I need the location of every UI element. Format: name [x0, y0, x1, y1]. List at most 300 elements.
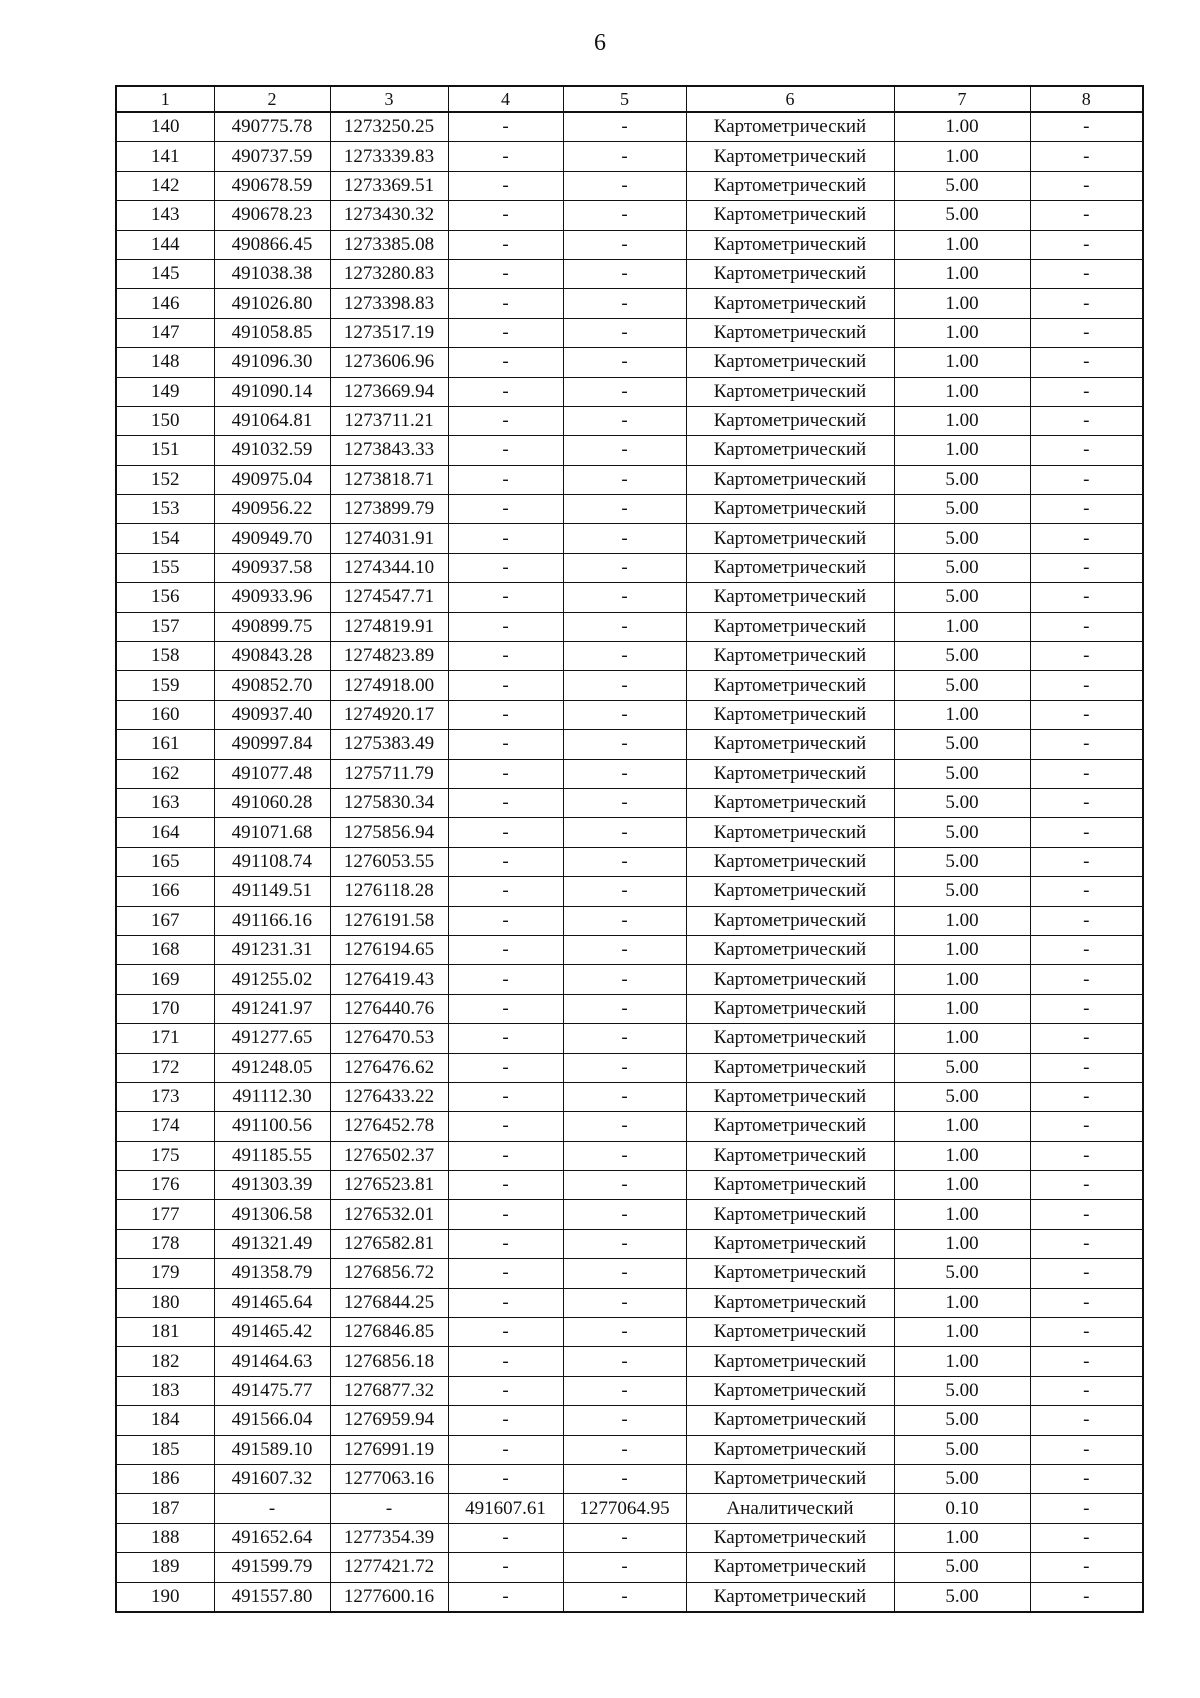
table-cell: - — [448, 201, 563, 230]
table-row — [116, 230, 1143, 259]
table-row — [116, 377, 1143, 406]
table-cell: - — [1030, 700, 1143, 729]
table-row — [116, 1171, 1143, 1200]
table-cell: - — [1030, 1288, 1143, 1317]
table-cell: Картометрический — [686, 877, 894, 906]
table-cell: - — [1030, 318, 1143, 347]
table-cell: Картометрический — [686, 1435, 894, 1464]
table-cell: - — [448, 1523, 563, 1552]
table-cell: - — [448, 1318, 563, 1347]
table-row — [116, 700, 1143, 729]
table-cell: 177 — [116, 1200, 214, 1229]
table-cell: 491475.77 — [214, 1376, 330, 1405]
table-cell: - — [1030, 1171, 1143, 1200]
table-cell: - — [1030, 965, 1143, 994]
table-cell: - — [448, 495, 563, 524]
table-cell: 148 — [116, 348, 214, 377]
table-cell: - — [448, 1376, 563, 1405]
table-cell: - — [448, 553, 563, 582]
table-cell: - — [1030, 1464, 1143, 1493]
table-cell: - — [563, 847, 686, 876]
table-cell: 1.00 — [894, 1112, 1030, 1141]
table-cell: 1276419.43 — [330, 965, 448, 994]
table-cell: 1.00 — [894, 289, 1030, 318]
table-cell: 190 — [116, 1582, 214, 1612]
table-cell: 490852.70 — [214, 671, 330, 700]
table-cell: 491166.16 — [214, 906, 330, 935]
table-cell: 188 — [116, 1523, 214, 1552]
table-body — [116, 112, 1143, 1612]
table-row — [116, 142, 1143, 171]
table-cell: 5.00 — [894, 1582, 1030, 1612]
table-cell: 491241.97 — [214, 994, 330, 1023]
table-cell: - — [1030, 671, 1143, 700]
table-cell: - — [448, 906, 563, 935]
table-cell: 1274920.17 — [330, 700, 448, 729]
table-cell: 1274918.00 — [330, 671, 448, 700]
table-cell: 1273711.21 — [330, 406, 448, 435]
table-cell: Картометрический — [686, 1318, 894, 1347]
table-cell: 168 — [116, 935, 214, 964]
table-cell: 5.00 — [894, 847, 1030, 876]
table-cell: 180 — [116, 1288, 214, 1317]
table-cell: 1273369.51 — [330, 171, 448, 200]
table-cell: Картометрический — [686, 1024, 894, 1053]
table-row — [116, 759, 1143, 788]
table-cell: 5.00 — [894, 671, 1030, 700]
table-cell: 491100.56 — [214, 1112, 330, 1141]
table-cell: 490956.22 — [214, 495, 330, 524]
table-cell: - — [448, 1288, 563, 1317]
table-cell: 491557.80 — [214, 1582, 330, 1612]
table-cell: - — [563, 1582, 686, 1612]
table-cell: - — [448, 1347, 563, 1376]
table-cell: Картометрический — [686, 436, 894, 465]
table-cell: Картометрический — [686, 201, 894, 230]
table-cell: 1276582.81 — [330, 1229, 448, 1258]
table-cell: Картометрический — [686, 1523, 894, 1552]
table-cell: 1.00 — [894, 1347, 1030, 1376]
table-cell: - — [1030, 730, 1143, 759]
table-cell: - — [1030, 259, 1143, 288]
table-cell: Картометрический — [686, 406, 894, 435]
table-row — [116, 112, 1143, 142]
table-cell: - — [563, 1053, 686, 1082]
table-cell: - — [1030, 1200, 1143, 1229]
column-header: 4 — [448, 86, 563, 112]
table-cell: 153 — [116, 495, 214, 524]
table-cell: 1273430.32 — [330, 201, 448, 230]
table-cell: Картометрический — [686, 171, 894, 200]
table-cell: - — [563, 818, 686, 847]
table-cell: - — [448, 348, 563, 377]
table-cell: 151 — [116, 436, 214, 465]
table-cell: 1.00 — [894, 935, 1030, 964]
table-cell: - — [448, 877, 563, 906]
table-cell: - — [563, 142, 686, 171]
table-cell: 160 — [116, 700, 214, 729]
table-cell: - — [448, 406, 563, 435]
table-cell: - — [563, 1112, 686, 1141]
table-cell: - — [1030, 818, 1143, 847]
table-cell: - — [448, 318, 563, 347]
table-cell: - — [563, 1318, 686, 1347]
table-cell: 1276194.65 — [330, 935, 448, 964]
table-cell: 164 — [116, 818, 214, 847]
table-cell: - — [563, 495, 686, 524]
table-cell: 5.00 — [894, 171, 1030, 200]
table-cell: 173 — [116, 1082, 214, 1111]
table-row — [116, 495, 1143, 524]
table-row — [116, 1082, 1143, 1111]
table-cell: 491306.58 — [214, 1200, 330, 1229]
table-cell: - — [563, 1376, 686, 1405]
table-cell: - — [448, 847, 563, 876]
table-cell: 1276053.55 — [330, 847, 448, 876]
table-cell: Картометрический — [686, 788, 894, 817]
table-row — [116, 1376, 1143, 1405]
table-cell: - — [448, 1406, 563, 1435]
table-cell: 491077.48 — [214, 759, 330, 788]
table-cell: - — [563, 877, 686, 906]
table-cell: - — [448, 583, 563, 612]
table-cell: - — [563, 1024, 686, 1053]
table-cell: 490997.84 — [214, 730, 330, 759]
table-cell: 163 — [116, 788, 214, 817]
table-cell: 491060.28 — [214, 788, 330, 817]
table-row — [116, 1347, 1143, 1376]
table-cell: - — [214, 1494, 330, 1523]
table-cell: - — [1030, 465, 1143, 494]
table-row — [116, 847, 1143, 876]
table-cell: 491112.30 — [214, 1082, 330, 1111]
table-cell: Картометрический — [686, 377, 894, 406]
table-cell: - — [1030, 495, 1143, 524]
table-cell: - — [563, 994, 686, 1023]
table-cell: 1276191.58 — [330, 906, 448, 935]
table-cell: 1274031.91 — [330, 524, 448, 553]
table-cell: - — [448, 377, 563, 406]
table-cell: 154 — [116, 524, 214, 553]
table-cell: - — [563, 259, 686, 288]
table-cell: 5.00 — [894, 553, 1030, 582]
table-cell: 5.00 — [894, 877, 1030, 906]
table-row — [116, 1053, 1143, 1082]
table-cell: - — [563, 935, 686, 964]
table-cell: - — [448, 1464, 563, 1493]
table-cell: 491652.64 — [214, 1523, 330, 1552]
table-cell: - — [1030, 1435, 1143, 1464]
table-row — [116, 318, 1143, 347]
table-cell: 1276523.81 — [330, 1171, 448, 1200]
table-cell: - — [448, 524, 563, 553]
table-row — [116, 730, 1143, 759]
table-cell: 157 — [116, 612, 214, 641]
table-cell: Картометрический — [686, 1112, 894, 1141]
table-cell: - — [563, 759, 686, 788]
table-cell: 1.00 — [894, 1141, 1030, 1170]
table-cell: Картометрический — [686, 965, 894, 994]
table-cell: 1.00 — [894, 1200, 1030, 1229]
column-header: 6 — [686, 86, 894, 112]
table-cell: Картометрический — [686, 994, 894, 1023]
table-cell: Картометрический — [686, 1406, 894, 1435]
table-cell: - — [563, 730, 686, 759]
table-cell: 1275383.49 — [330, 730, 448, 759]
table-cell: - — [1030, 1523, 1143, 1552]
table-row — [116, 788, 1143, 817]
table-cell: - — [1030, 612, 1143, 641]
table-cell: 174 — [116, 1112, 214, 1141]
table-cell: 1273398.83 — [330, 289, 448, 318]
table-cell: 1.00 — [894, 906, 1030, 935]
table-cell: 5.00 — [894, 759, 1030, 788]
table-row — [116, 1229, 1143, 1258]
table-cell: - — [448, 700, 563, 729]
table-cell: - — [563, 377, 686, 406]
table-cell: 1276470.53 — [330, 1024, 448, 1053]
table-cell: 146 — [116, 289, 214, 318]
table-header-row — [116, 86, 1143, 112]
table-cell: 491149.51 — [214, 877, 330, 906]
table-cell: 491465.64 — [214, 1288, 330, 1317]
table-cell: 1276991.19 — [330, 1435, 448, 1464]
table-cell: 1276877.32 — [330, 1376, 448, 1405]
table-cell: 1277063.16 — [330, 1464, 448, 1493]
table-cell: - — [563, 642, 686, 671]
table-cell: Картометрический — [686, 818, 894, 847]
table-cell: - — [563, 436, 686, 465]
table-cell: 1.00 — [894, 1288, 1030, 1317]
table-cell: - — [563, 671, 686, 700]
table-cell: 491277.65 — [214, 1024, 330, 1053]
table-cell: 150 — [116, 406, 214, 435]
table-cell: - — [1030, 1376, 1143, 1405]
table-cell: 169 — [116, 965, 214, 994]
table-cell: Картометрический — [686, 906, 894, 935]
table-cell: 491607.61 — [448, 1494, 563, 1523]
table-cell: - — [1030, 1141, 1143, 1170]
table-cell: 490975.04 — [214, 465, 330, 494]
table-cell: - — [563, 583, 686, 612]
table-cell: 1.00 — [894, 1229, 1030, 1258]
table-cell: 1273899.79 — [330, 495, 448, 524]
table-cell: - — [563, 1464, 686, 1493]
table-cell: - — [448, 171, 563, 200]
table-cell: - — [563, 1406, 686, 1435]
table-cell: 1276959.94 — [330, 1406, 448, 1435]
table-cell: - — [563, 1347, 686, 1376]
table-cell: 1276452.78 — [330, 1112, 448, 1141]
table-cell: 179 — [116, 1259, 214, 1288]
table-row — [116, 994, 1143, 1023]
table-cell: - — [448, 112, 563, 142]
table-cell: Картометрический — [686, 583, 894, 612]
table-cell: 490678.23 — [214, 201, 330, 230]
table-cell: - — [448, 730, 563, 759]
table-cell: - — [563, 1435, 686, 1464]
table-cell: 1.00 — [894, 377, 1030, 406]
table-cell: 1273385.08 — [330, 230, 448, 259]
table-cell: - — [1030, 553, 1143, 582]
table-cell: Картометрический — [686, 289, 894, 318]
table-cell: 1273250.25 — [330, 112, 448, 142]
table-cell: - — [448, 1053, 563, 1082]
table-cell: - — [563, 348, 686, 377]
table-row — [116, 1464, 1143, 1493]
table-row — [116, 436, 1143, 465]
table-cell: - — [563, 201, 686, 230]
table-cell: 1276846.85 — [330, 1318, 448, 1347]
table-cell: - — [1030, 1318, 1143, 1347]
table-row — [116, 1523, 1143, 1552]
column-header: 3 — [330, 86, 448, 112]
table-cell: 5.00 — [894, 818, 1030, 847]
table-cell: - — [448, 612, 563, 641]
table-cell: - — [563, 406, 686, 435]
table-cell: - — [448, 759, 563, 788]
table-cell: 142 — [116, 171, 214, 200]
table-cell: 171 — [116, 1024, 214, 1053]
table-cell: - — [1030, 847, 1143, 876]
table-cell: Картометрический — [686, 1053, 894, 1082]
table-cell: 143 — [116, 201, 214, 230]
table-cell: - — [448, 436, 563, 465]
table-cell: - — [563, 788, 686, 817]
table-cell: 0.10 — [894, 1494, 1030, 1523]
table-cell: 170 — [116, 994, 214, 1023]
table-row — [116, 935, 1143, 964]
table-cell: - — [1030, 1347, 1143, 1376]
table-cell: - — [448, 1112, 563, 1141]
table-row — [116, 906, 1143, 935]
table-cell: 184 — [116, 1406, 214, 1435]
table-cell: - — [563, 171, 686, 200]
table-cell: 491255.02 — [214, 965, 330, 994]
table-cell: - — [448, 1171, 563, 1200]
table-cell: - — [448, 965, 563, 994]
table-cell: 149 — [116, 377, 214, 406]
table-cell: - — [448, 818, 563, 847]
table-cell: 491589.10 — [214, 1435, 330, 1464]
table-row — [116, 1553, 1143, 1582]
table-cell: 1275830.34 — [330, 788, 448, 817]
table-cell: 491248.05 — [214, 1053, 330, 1082]
table-cell: - — [1030, 201, 1143, 230]
table-cell: Картометрический — [686, 1582, 894, 1612]
table-cell: 1274344.10 — [330, 553, 448, 582]
table-cell: Картометрический — [686, 112, 894, 142]
table-cell: - — [1030, 1053, 1143, 1082]
table-row — [116, 1112, 1143, 1141]
table-cell: 165 — [116, 847, 214, 876]
table-cell: 5.00 — [894, 583, 1030, 612]
table-cell: 1.00 — [894, 965, 1030, 994]
column-header: 2 — [214, 86, 330, 112]
table-cell: Картометрический — [686, 1200, 894, 1229]
table-cell: 490843.28 — [214, 642, 330, 671]
table-cell: - — [1030, 1553, 1143, 1582]
table-cell: Картометрический — [686, 1171, 894, 1200]
table-cell: - — [448, 1259, 563, 1288]
table-cell: 166 — [116, 877, 214, 906]
table-cell: 491185.55 — [214, 1141, 330, 1170]
table-cell: 1273818.71 — [330, 465, 448, 494]
table-cell: Картометрический — [686, 612, 894, 641]
table-cell: Картометрический — [686, 142, 894, 171]
table-cell: - — [1030, 1024, 1143, 1053]
table-row — [116, 524, 1143, 553]
table-cell: - — [1030, 406, 1143, 435]
table-cell: 178 — [116, 1229, 214, 1258]
table-cell: 1276844.25 — [330, 1288, 448, 1317]
table-cell: Картометрический — [686, 1229, 894, 1258]
table-cell: 181 — [116, 1318, 214, 1347]
table-cell: 491058.85 — [214, 318, 330, 347]
table-cell: 1273843.33 — [330, 436, 448, 465]
table-cell: 176 — [116, 1171, 214, 1200]
table-cell: 1.00 — [894, 612, 1030, 641]
table-cell: 182 — [116, 1347, 214, 1376]
table-cell: 1.00 — [894, 348, 1030, 377]
table-cell: - — [330, 1494, 448, 1523]
table-cell: 5.00 — [894, 1259, 1030, 1288]
table-cell: 147 — [116, 318, 214, 347]
table-cell: 186 — [116, 1464, 214, 1493]
table-cell: 1276502.37 — [330, 1141, 448, 1170]
table-cell: - — [1030, 289, 1143, 318]
table-cell: 1.00 — [894, 318, 1030, 347]
table-row — [116, 1582, 1143, 1612]
table-cell: 490937.40 — [214, 700, 330, 729]
table-cell: 1.00 — [894, 1318, 1030, 1347]
table-cell: 158 — [116, 642, 214, 671]
table-row — [116, 406, 1143, 435]
table-cell: 491599.79 — [214, 1553, 330, 1582]
table-cell: 141 — [116, 142, 214, 171]
table-row — [116, 1494, 1143, 1523]
table-cell: Картометрический — [686, 1082, 894, 1111]
table-cell: Картометрический — [686, 524, 894, 553]
page-number: 6 — [594, 30, 606, 56]
table-cell: 175 — [116, 1141, 214, 1170]
table-cell: 5.00 — [894, 201, 1030, 230]
table-cell: - — [1030, 171, 1143, 200]
table-cell: - — [563, 700, 686, 729]
table-cell: 1.00 — [894, 1523, 1030, 1552]
table-cell: - — [1030, 348, 1143, 377]
table-cell: 1276440.76 — [330, 994, 448, 1023]
table-cell: Картометрический — [686, 348, 894, 377]
table-cell: 491071.68 — [214, 818, 330, 847]
table-cell: 1.00 — [894, 700, 1030, 729]
table-cell: 491566.04 — [214, 1406, 330, 1435]
table-cell: Картометрический — [686, 1141, 894, 1170]
table-cell: 491108.74 — [214, 847, 330, 876]
table-cell: 187 — [116, 1494, 214, 1523]
table-cell: Картометрический — [686, 847, 894, 876]
table-cell: - — [563, 1082, 686, 1111]
column-header: 7 — [894, 86, 1030, 112]
table-row — [116, 1318, 1143, 1347]
table-cell: 5.00 — [894, 642, 1030, 671]
table-cell: 1273339.83 — [330, 142, 448, 171]
table-cell: 185 — [116, 1435, 214, 1464]
table-cell: 5.00 — [894, 730, 1030, 759]
table-cell: - — [448, 1435, 563, 1464]
table-cell: 1.00 — [894, 1171, 1030, 1200]
table-cell: - — [448, 230, 563, 259]
